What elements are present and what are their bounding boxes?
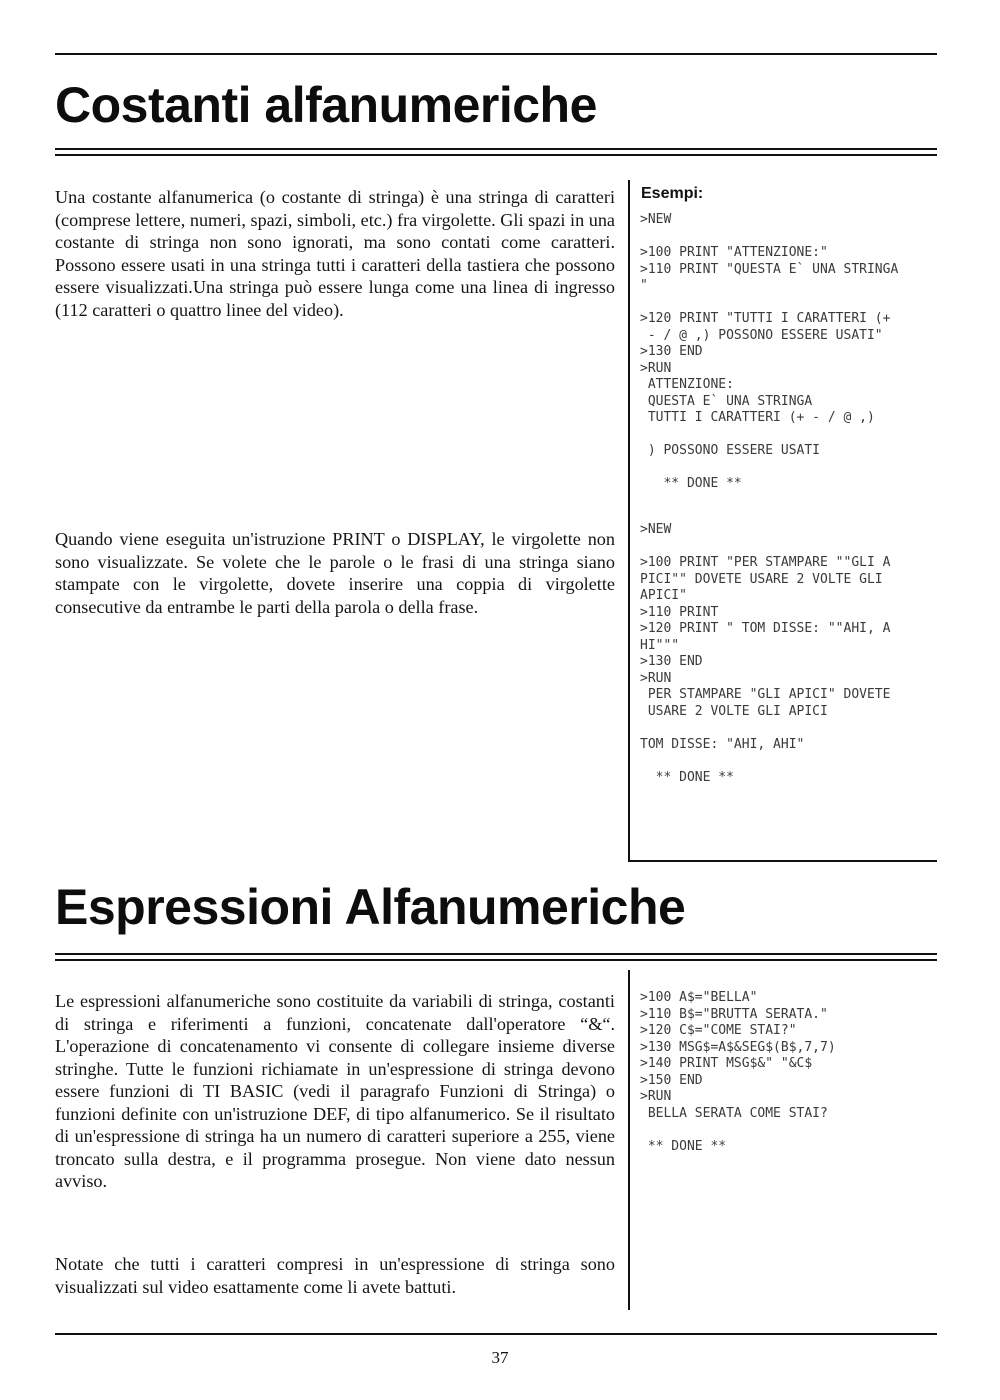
code-example-3: >100 A$="BELLA" >110 B$="BRUTTA SERATA." >120 C$="COME STAI?" >130 MSG$=A$&SEG$(B$,7,7) >140 PRINT MSG$&" "&C$ >150 END >RUN BELLA SERATA COME STAI? ** DONE ** bbox=[640, 990, 836, 1154]
examples-label: Esempi: bbox=[641, 185, 704, 202]
section2-paragraph-2: Notate che tutti i caratteri compresi in un'espressione di stringa sono visualizzati sul video esattamente come li avete battuti. bbox=[55, 1254, 615, 1297]
section1-column-divider bbox=[628, 180, 630, 860]
code-example-2: >NEW >100 PRINT "PER STAMPARE ""GLI A PICI"" DOVETE USARE 2 VOLTE GLI APICI" >110 PRINT >120 PRINT " TOM DISSE: ""AHI, A HI""" >130 END >RUN PER STAMPARE "GLI APICI" DOVETE USARE 2 VOLTE GLI APICI TOM DISSE: "AHI, AHI" ** DONE ** bbox=[640, 522, 891, 785]
section2-title-rule-lower bbox=[55, 959, 937, 961]
code-example-1: >NEW >100 PRINT "ATTENZIONE:" >110 PRINT "QUESTA E` UNA STRINGA " >120 PRINT "TUTTI I CARATTERI (+ - / @ ,) POSSONO ESSERE USATI" >130 END >RUN ATTENZIONE: QUESTA E` UNA STRINGA TUTTI I CARATTERI (+ - / @ ,) ) POSSONO ESSERE USATI ** DONE ** bbox=[640, 212, 899, 491]
section2-column-divider bbox=[628, 970, 630, 1310]
section2-title: Espressioni Alfanumeriche bbox=[55, 879, 686, 935]
top-rule bbox=[55, 53, 937, 55]
section1-paragraph-2: Quando viene eseguita un'istruzione PRINT o DISPLAY, le virgolette non sono visualizzate. Se volete che le parole o le frasi di una stringa siano stampate con le virgolette, dovete inserire una coppia di virgolette consecutive da entrambe le parti della parola o della frase. bbox=[55, 529, 615, 617]
section2-title-rule-upper bbox=[55, 953, 937, 955]
section1-title-rule-lower bbox=[55, 154, 937, 156]
section-separator-rule bbox=[628, 860, 937, 862]
page-number: 37 bbox=[491, 1348, 509, 1367]
section1-paragraph-1: Una costante alfanumerica (o costante di stringa) è una stringa di caratteri (comprese lettere, numeri, spazi, simboli, etc.) fra virgolette. Gli spazi in una costante di stringa non sono ignorati, ma sono contati come caratteri. Possono essere usati in una stringa tutti i caratteri della tastiera che possono essere visualizzati.Una stringa può essere lunga come una linea di ingresso (112 caratteri o quattro linee del video). bbox=[55, 187, 615, 320]
bottom-rule bbox=[55, 1333, 937, 1335]
section1-title-rule-upper bbox=[55, 148, 937, 150]
section1-title: Costanti alfanumeriche bbox=[55, 77, 597, 133]
section2-paragraph-1: Le espressioni alfanumeriche sono costituite da variabili di stringa, costanti di stringa e riferimenti a funzioni, concatenate dall'operatore “&“. L'operazione di concatenamento vi consente di collegare insieme diverse stringhe. Tutte le funzioni richiamate in un'espressione di stringa devono essere funzioni di TI BASIC (vedi il paragrafo Funzioni di Stringa) o funzioni definite con un'istruzione DEF, di tipo alfanumerico. Se il risultato di un'espressione di stringa ha un numero di caratteri superiore a 255, viene troncato sulla destra, e il programma prosegue. Non viene dato nessun avviso. bbox=[55, 991, 615, 1191]
